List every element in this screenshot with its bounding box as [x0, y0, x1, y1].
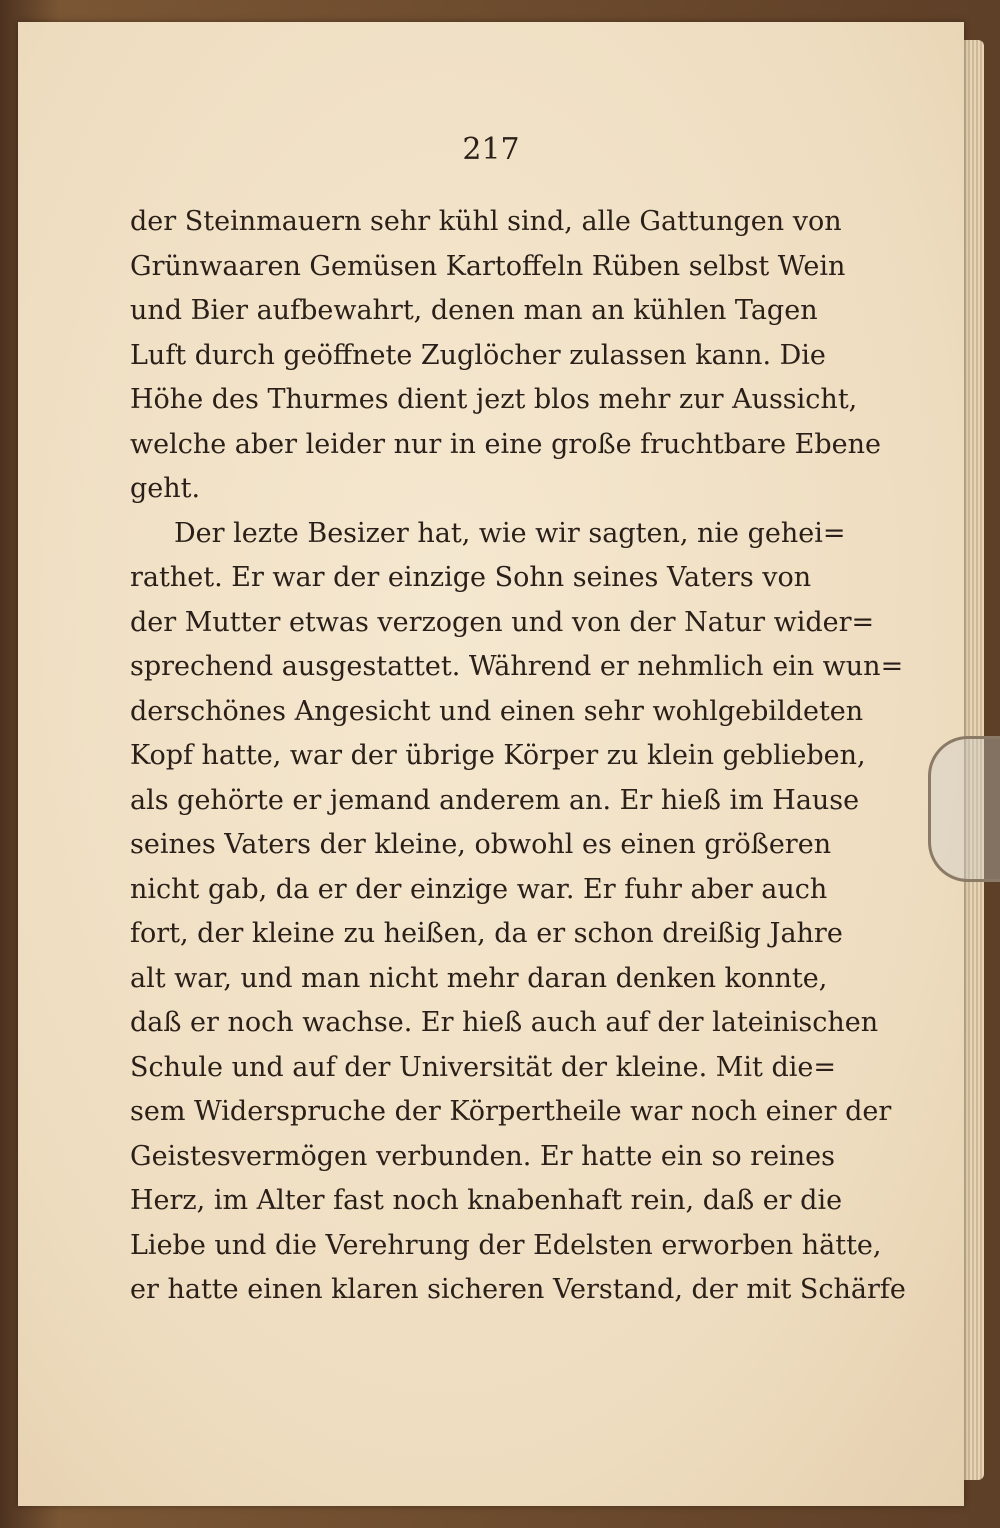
text-line: alt war, und man nicht mehr daran denken konnte, — [130, 962, 828, 994]
text-line: Kopf hatte, war der übrige Körper zu klein geblieben, — [130, 740, 866, 771]
text-line: sem Widerspruche der Körpertheile war noch einer der — [130, 1096, 892, 1127]
text-line: als gehörte er jemand anderem an. Er hieß im Hause — [130, 784, 860, 816]
text-line: und Bier aufbewahrt, denen man an kühlen Tagen — [130, 295, 818, 326]
text-line: rathet. Er war der einzige Sohn seines Vaters von — [130, 562, 812, 593]
text-line: Geistesvermögen verbunden. Er hatte ein so reines — [130, 1140, 835, 1172]
page-number: 217 — [462, 132, 520, 167]
text-line: er hatte einen klaren sicheren Verstand, der mit Schärfe — [130, 1274, 906, 1305]
text-line: der Steinmauern sehr kühl sind, alle Gattungen von — [130, 206, 842, 237]
text-line: Grünwaaren Gemüsen Kartoffeln Rüben selbst Wein — [130, 250, 846, 282]
text-line: der Mutter etwas verzogen und von der Natur wider= — [130, 606, 875, 638]
text-line: Herz, im Alter fast noch knabenhaft rein, daß er die — [130, 1185, 843, 1216]
book-clasp — [928, 736, 1000, 882]
text-line: Luft durch geöffnete Zuglöcher zulassen kann. Die — [130, 339, 826, 371]
text-line: sprechend ausgestattet. Während er nehmlich ein wun= — [130, 651, 904, 682]
text-line: daß er noch wachse. Er hieß auch auf der lateinischen — [130, 1007, 879, 1038]
text-line: geht. — [130, 473, 201, 504]
book-page — [18, 22, 964, 1506]
text-line: seines Vaters der kleine, obwohl es einen größeren — [130, 829, 832, 860]
text-line: welche aber leider nur in eine große fruchtbare Ebene — [130, 428, 881, 460]
body-text — [130, 200, 906, 1313]
text-line: Schule und auf der Universität der kleine. Mit die= — [130, 1051, 836, 1083]
text-line: Höhe des Thurmes dient jezt blos mehr zur Aussicht, — [130, 384, 858, 415]
text-line: fort, der kleine zu heißen, da er schon dreißig Jahre — [130, 918, 843, 949]
text-line: Der lezte Besizer hat, wie wir sagten, nie gehei= — [174, 517, 846, 549]
text-line: derschönes Angesicht und einen sehr wohlgebildeten — [130, 695, 864, 727]
text-line: Liebe und die Verehrung der Edelsten erworben hätte, — [130, 1229, 882, 1261]
text-line: nicht gab, da er der einzige war. Er fuhr aber auch — [130, 873, 828, 905]
